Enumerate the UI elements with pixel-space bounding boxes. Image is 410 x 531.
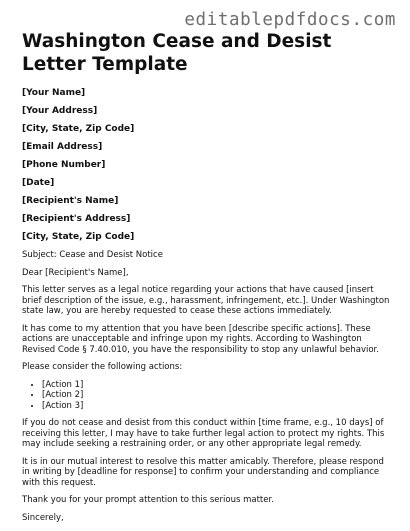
document-title: Washington Cease and Desist Letter Template (22, 31, 332, 75)
body-paragraph: It has come to my attention that you have been [describe specific actions]. These actions are unacceptable and infringe upon my rights. According to Washington Revised Code § 7.40.010, you have the responsibility to stop any unlawful behavior. (22, 323, 379, 355)
salutation: Dear [Recipient's Name], (22, 267, 129, 278)
subject-line: Subject: Cease and Desist Notice (22, 250, 163, 260)
field-date: [Date] (22, 178, 55, 188)
field-recipient-name: [Recipient's Name] (22, 196, 119, 206)
site-watermark: editablepdfdocs.com (184, 10, 396, 30)
body-paragraph: It is in our mutual interest to resolve this matter amicably. Therefore, please respond in writing by [deadline for response] to confirm your understanding and compliance with this request. (22, 456, 384, 488)
field-email-address: [Email Address] (22, 142, 103, 152)
list-item: • [Action 1] (42, 380, 394, 391)
field-your-name: [Your Name] (22, 88, 86, 98)
body-paragraph: Thank you for your prompt attention to this serious matter. (22, 495, 274, 505)
sender-recipient-fields (22, 88, 394, 243)
field-recipient-address: [Recipient's Address] (22, 214, 131, 224)
signoff: Sincerely, (22, 512, 64, 523)
field-phone-number: [Phone Number] (22, 160, 106, 170)
list-item: • [Action 3] (42, 401, 394, 412)
action-list (22, 380, 394, 412)
list-item: • [Action 2] (42, 390, 394, 401)
body-paragraph: This letter serves as a legal notice regarding your actions that have caused [insert brief description of the issue, e.g., harassment, infringement, etc.]. Under Washington state law, you are hereby requested to cease these actions immediately. (22, 285, 390, 316)
field-your-address: [Your Address] (22, 106, 98, 116)
body-paragraph: If you do not cease and desist from this conduct within [time frame, e.g., 10 days] of receiving this letter, I may have to take further legal action to protect my rights. This may include seeking a restraining order, or any other appropriate legal remedy. (22, 418, 385, 449)
field-city-state-zip: [City, State, Zip Code] (22, 124, 135, 134)
field-recipient-city-state-zip: [City, State, Zip Code] (22, 232, 135, 242)
letter-document (22, 30, 394, 530)
body-paragraph: Please consider the following actions: (22, 362, 183, 372)
